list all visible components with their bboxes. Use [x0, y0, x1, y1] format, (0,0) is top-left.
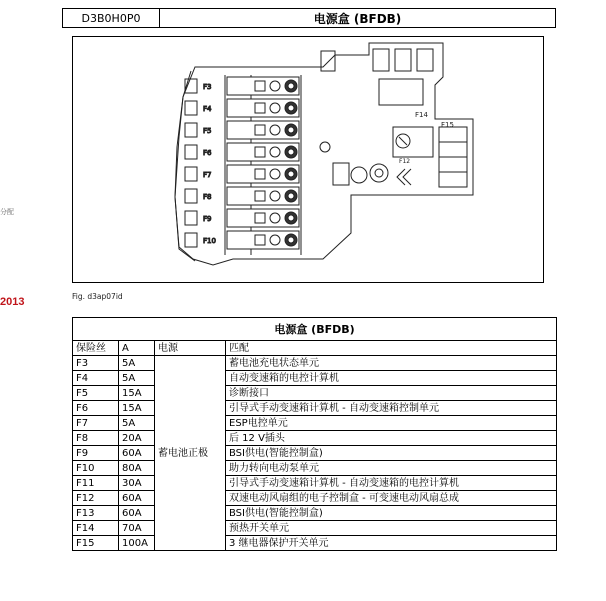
table-row — [73, 461, 557, 476]
table-row — [73, 386, 557, 401]
table-row — [73, 446, 557, 461]
table-row — [73, 401, 557, 416]
table-caption: 电源盒 (BFDB) — [73, 318, 557, 341]
fuse-label: F8 — [203, 193, 212, 201]
cell-description: ESP电控单元 — [226, 416, 557, 431]
cell-amp: 70A — [119, 521, 155, 536]
bolt-icon — [270, 169, 280, 179]
fuse-row — [185, 143, 299, 161]
fuse-row — [185, 121, 299, 139]
cell-description: 后 12 V插头 — [226, 431, 557, 446]
fuse-row — [185, 165, 299, 183]
cell-description: 引导式手动变速箱计算机 - 自动变速箱的电控计算机 — [226, 476, 557, 491]
table-row — [73, 356, 557, 371]
cell-amp: 15A — [119, 386, 155, 401]
fuse-side-clip — [185, 167, 197, 181]
fuse-terminal — [255, 125, 265, 135]
cell-description: BSI供电(智能控制盒) — [226, 446, 557, 461]
col-header-fuse: 保险丝 — [73, 341, 119, 356]
fuse-side-clip — [185, 211, 197, 225]
fuse-row — [185, 209, 299, 227]
cell-description: 预热开关单元 — [226, 521, 557, 536]
relay-circle-2 — [370, 164, 388, 182]
arrow-chevron-icon — [397, 169, 411, 185]
cell-description: 助力转向电动泵单元 — [226, 461, 557, 476]
fuse-label: F4 — [203, 105, 212, 113]
document-header — [62, 8, 556, 28]
cell-fuse: F11 — [73, 476, 119, 491]
top-connector-4 — [417, 49, 433, 71]
fuse-terminal — [255, 235, 265, 245]
bolt-icon — [270, 235, 280, 245]
cell-amp: 100A — [119, 536, 155, 551]
bolt-icon — [270, 213, 280, 223]
bolt-icon — [270, 125, 280, 135]
cell-amp: 60A — [119, 446, 155, 461]
cell-fuse: F12 — [73, 491, 119, 506]
cell-description: 蓄电池充电状态单元 — [226, 356, 557, 371]
fuse-terminal — [255, 147, 265, 157]
bolt-icon — [270, 81, 280, 91]
cell-amp: 5A — [119, 356, 155, 371]
cell-fuse: F4 — [73, 371, 119, 386]
bolt-icon — [270, 191, 280, 201]
cell-fuse: F9 — [73, 446, 119, 461]
top-connector-3 — [395, 49, 411, 71]
cell-description: 自动变速箱的电控计算机 — [226, 371, 557, 386]
fuse-terminal — [255, 169, 265, 179]
cell-amp: 5A — [119, 416, 155, 431]
table-row — [73, 431, 557, 446]
top-connector-2 — [373, 49, 389, 71]
figure-caption: Fig. d3ap07id — [72, 292, 123, 301]
top-connector-1 — [321, 51, 335, 71]
fuse-label: F7 — [203, 171, 212, 179]
cell-amp: 5A — [119, 371, 155, 386]
table-row — [73, 476, 557, 491]
col-header-amp: A — [119, 341, 155, 356]
cell-fuse: F6 — [73, 401, 119, 416]
table-row — [73, 416, 557, 431]
cell-fuse: F8 — [73, 431, 119, 446]
cell-amp: 80A — [119, 461, 155, 476]
fuse-label: F3 — [203, 83, 212, 91]
fuse-terminal — [255, 191, 265, 201]
fuse-side-clip — [185, 123, 197, 137]
fuse-terminal — [255, 103, 265, 113]
cell-fuse: F14 — [73, 521, 119, 536]
side-text-fragment: 分配 — [0, 208, 14, 216]
col-header-source: 电源 — [155, 341, 226, 356]
fuse-label-right-1: F15 — [441, 121, 454, 129]
fuse-table — [72, 317, 557, 551]
table-row — [73, 521, 557, 536]
cell-amp: 20A — [119, 431, 155, 446]
fuse-side-clip — [185, 145, 197, 159]
side-year-label: 2013 — [0, 296, 25, 308]
fuse-row — [185, 77, 299, 95]
bolt-icon — [320, 142, 330, 152]
cell-amp: 60A — [119, 491, 155, 506]
document-title: 电源盒 (BFDB) — [313, 11, 402, 26]
col-header-match: 匹配 — [226, 341, 557, 356]
fuse-side-clip — [185, 101, 197, 115]
fuse-label: F5 — [203, 127, 212, 135]
cell-amp: 15A — [119, 401, 155, 416]
bolt-icon — [270, 147, 280, 157]
fuse-box-drawing — [73, 37, 543, 282]
cell-description: 3 继电器保护开关单元 — [226, 536, 557, 551]
fuse-terminal — [255, 81, 265, 91]
cell-fuse: F5 — [73, 386, 119, 401]
cell-amp: 30A — [119, 476, 155, 491]
bolt-icon — [270, 103, 280, 113]
relay-circle-1 — [351, 167, 367, 183]
fuse-row — [185, 231, 299, 249]
fuse-row — [185, 99, 299, 117]
table-row — [73, 506, 557, 521]
fuse-label-right-3: F12 — [399, 158, 411, 165]
cell-fuse: F7 — [73, 416, 119, 431]
cell-description: BSI供电(智能控制盒) — [226, 506, 557, 521]
cell-fuse: F13 — [73, 506, 119, 521]
switch-block — [393, 127, 433, 157]
cell-fuse: F10 — [73, 461, 119, 476]
table-row — [73, 536, 557, 551]
cell-description: 引导式手动变速箱计算机 - 自动变速箱控制单元 — [226, 401, 557, 416]
cell-amp: 60A — [119, 506, 155, 521]
table-row — [73, 491, 557, 506]
table-row — [73, 371, 557, 386]
top-connector-block — [379, 79, 423, 105]
fuse-box-outline — [175, 43, 473, 265]
fuse-label: F6 — [203, 149, 212, 157]
fuse-label-right-2: F14 — [415, 111, 428, 119]
fuse-side-clip — [185, 233, 197, 247]
fuse-label: F10 — [203, 237, 216, 245]
fuse-side-clip — [185, 189, 197, 203]
cell-source: 蓄电池正极 — [155, 356, 226, 551]
fuse-terminal — [255, 213, 265, 223]
table-header-row — [73, 341, 557, 356]
fuse-row — [185, 187, 299, 205]
cell-description: 双速电动风扇组的电子控制盒 - 可变速电动风扇总成 — [226, 491, 557, 506]
fuse-box-figure — [72, 36, 544, 283]
cell-description: 诊断接口 — [226, 386, 557, 401]
fuse-label: F9 — [203, 215, 212, 223]
cell-fuse: F15 — [73, 536, 119, 551]
document-code: D3B0H0P0 — [63, 9, 160, 27]
relay-block — [333, 163, 349, 185]
cell-fuse: F3 — [73, 356, 119, 371]
